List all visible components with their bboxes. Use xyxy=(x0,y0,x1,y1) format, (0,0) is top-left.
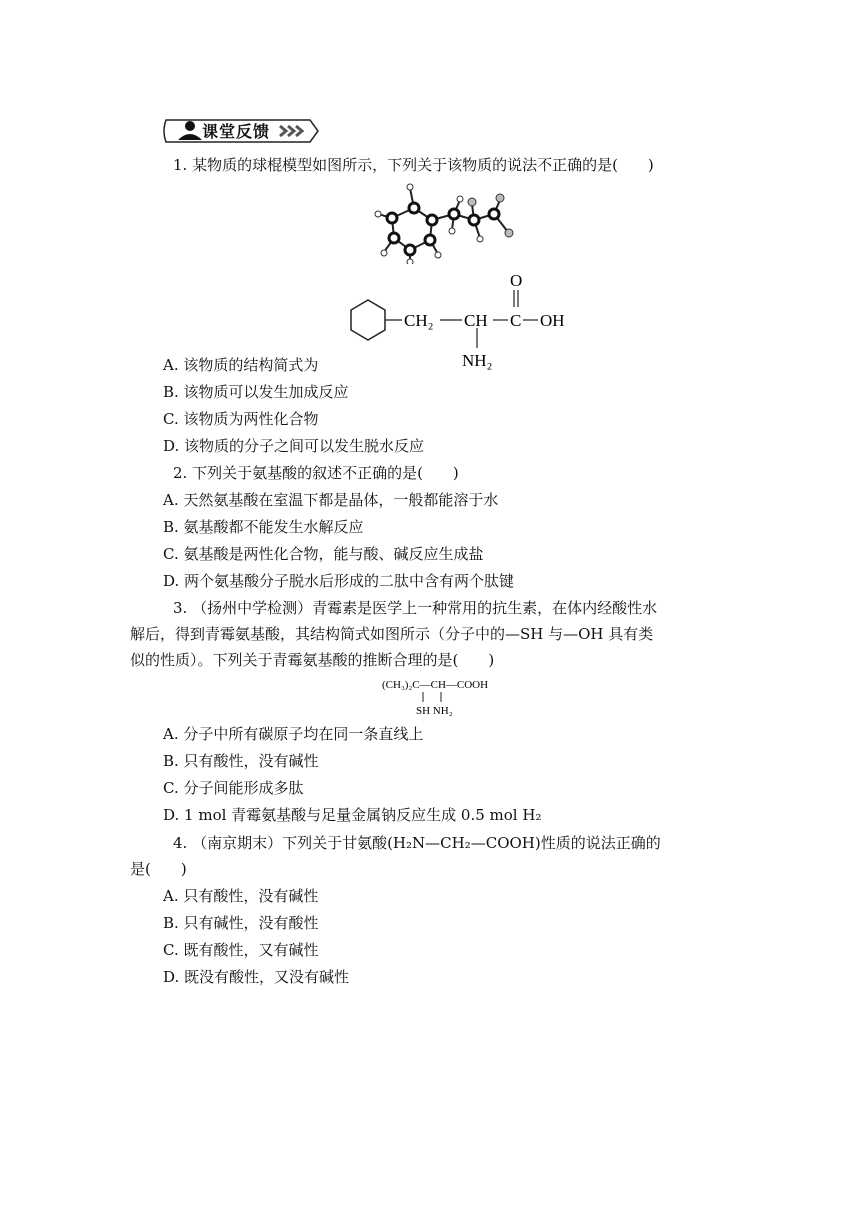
q4-option-c: C. 既有酸性，又有碱性 xyxy=(163,941,319,959)
q4-option-a: A. 只有酸性，没有碱性 xyxy=(163,887,319,905)
q1-option-d: D. 该物质的分子之间可以发生脱水反应 xyxy=(163,437,425,455)
question-3-stem-line2: 解后，得到青霉氨基酸，其结构简式如图所示（分子中的—SH 与—OH 具有类 xyxy=(130,625,654,643)
q2-option-b: B. 氨基酸都不能发生水解反应 xyxy=(163,518,364,536)
q4-option-d: D. 既没有酸性，又没有碱性 xyxy=(163,968,350,986)
question-4-stem-line1: 4. （南京期末）下列关于甘氨酸(H₂N—CH₂—COOH)性质的说法正确的 xyxy=(173,834,661,852)
formula-ch2: CH₂ xyxy=(404,311,434,330)
q1-option-a: A. 该物质的结构简式为 xyxy=(163,356,319,374)
ball-and-stick-model xyxy=(372,178,524,264)
q1-option-b: B. 该物质可以发生加成反应 xyxy=(163,383,349,401)
q3-option-c: C. 分子间能形成多肽 xyxy=(163,779,304,797)
q2-option-a: A. 天然氨基酸在室温下都是晶体，一般都能溶于水 xyxy=(163,491,499,509)
question-4-stem-line2: 是( ) xyxy=(130,860,187,878)
formula-nh2: NH₂ xyxy=(462,351,493,370)
q3-option-b: B. 只有酸性，没有碱性 xyxy=(163,752,319,770)
structural-formula-1 xyxy=(340,266,590,376)
q2-option-d: D. 两个氨基酸分子脱水后形成的二肽中含有两个肽键 xyxy=(163,572,515,590)
question-3-stem-line3: 似的性质）。下列关于青霉氨基酸的推断合理的是( ) xyxy=(130,651,495,669)
section-title: 课堂反馈 xyxy=(202,122,271,141)
question-3-stem-line1: 3. （扬州中学检测）青霉素是医学上一种常用的抗生素，在体内经酸性水 xyxy=(173,599,658,617)
formula-3-sub: SH NH₂ xyxy=(416,705,453,717)
q1-option-c: C. 该物质为两性化合物 xyxy=(163,410,319,428)
q3-option-a: A. 分子中所有碳原子均在同一条直线上 xyxy=(163,725,424,743)
formula-3-main: (CH₃)₂C—CH—COOH xyxy=(382,679,489,691)
q4-option-b: B. 只有碱性，没有酸性 xyxy=(163,914,319,932)
q2-option-c: C. 氨基酸是两性化合物，能与酸、碱反应生成盐 xyxy=(163,545,484,563)
formula-c: C xyxy=(510,311,522,330)
question-1-stem: 1. 某物质的球棍模型如图所示，下列关于该物质的说法不正确的是( ) xyxy=(173,156,654,174)
formula-oh: OH xyxy=(540,311,565,330)
formula-ch: CH xyxy=(464,311,488,330)
structural-formula-3 xyxy=(382,674,522,718)
q3-option-d: D. 1 mol 青霉氨基酸与足量金属钠反应生成 0.5 mol H₂ xyxy=(163,806,542,824)
question-2-stem: 2. 下列关于氨基酸的叙述不正确的是( ) xyxy=(173,464,459,482)
formula-o: O xyxy=(510,271,523,290)
